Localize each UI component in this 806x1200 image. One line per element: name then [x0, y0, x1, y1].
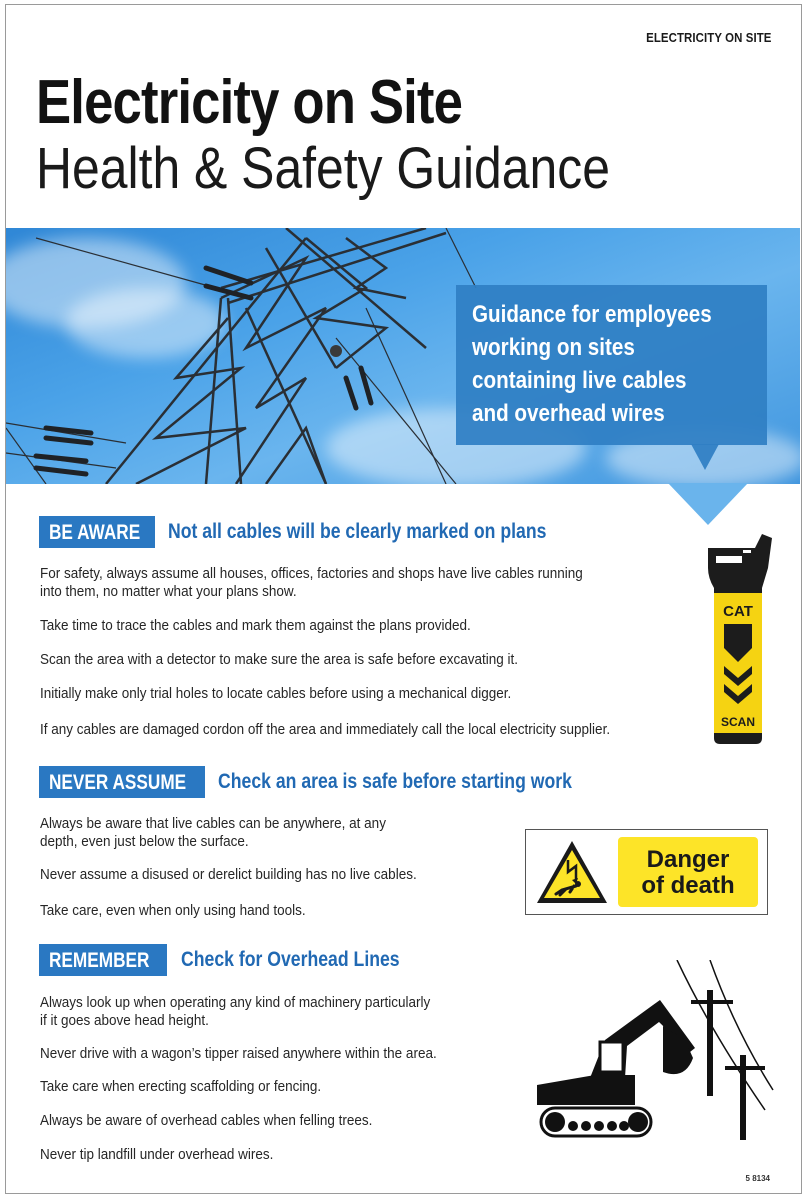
heading-be-aware: Not all cables will be clearly marked on plans	[168, 520, 547, 543]
hero-notch	[668, 483, 748, 525]
paragraph: Always be aware that live cables can be anywhere, at any depth, even just below the surface.	[40, 815, 386, 850]
electric-shock-warning-icon	[534, 838, 610, 906]
paragraph: Never drive with a wagon’s tipper raised anywhere within the area.	[40, 1045, 437, 1062]
cat-scanner-icon	[700, 528, 775, 748]
cat-label: CAT	[723, 603, 753, 620]
heading-never-assume: Check an area is safe before starting work	[218, 770, 572, 793]
paragraph: Never assume a disused or derelict building has no live cables.	[40, 866, 417, 883]
paragraph: Always be aware of overhead cables when felling trees.	[40, 1112, 373, 1129]
paragraph: Take care, even when only using hand tools.	[40, 902, 306, 919]
heading-remember: Check for Overhead Lines	[181, 948, 400, 971]
paragraph: Take care when erecting scaffolding or fencing.	[40, 1078, 322, 1095]
danger-of-death-sign	[525, 829, 768, 915]
callout-line: working on sites	[472, 334, 635, 361]
danger-line: of death	[641, 872, 735, 899]
callout-line: and overhead wires	[472, 400, 665, 427]
paragraph: Initially make only trial holes to locate cables before using a mechanical digger.	[40, 685, 512, 702]
callout-tail	[691, 444, 719, 470]
callout-text	[472, 298, 730, 430]
page-title: Electricity on Site	[36, 68, 463, 137]
danger-label-box	[618, 837, 758, 907]
top-label: ELECTRICITY ON SITE	[646, 30, 772, 45]
callout-line: Guidance for employees	[472, 301, 712, 328]
scan-label: SCAN	[720, 715, 756, 729]
paragraph: Always look up when operating any kind of machinery particularly if it goes above head height.	[40, 994, 431, 1029]
paragraph: Scan the area with a detector to make sure the area is safe before excavating it.	[40, 651, 519, 668]
page-subtitle: Health & Safety Guidance	[36, 136, 610, 201]
callout-line: containing live cables	[472, 367, 687, 394]
paragraph: If any cables are damaged cordon off the area and immediately call the local electricity supplier.	[40, 721, 611, 738]
excavator-power-lines-icon	[535, 960, 775, 1140]
tag-remember: REMEMBER	[39, 944, 167, 976]
paragraph: Take time to trace the cables and mark them against the plans provided.	[40, 617, 471, 634]
product-code: 5 8134	[745, 1174, 770, 1183]
tag-be-aware: BE AWARE	[39, 516, 155, 548]
paragraph: For safety, always assume all houses, offices, factories and shops have live cables running into them, no matter what your plans show.	[40, 565, 583, 600]
danger-line: Danger	[646, 846, 730, 873]
paragraph: Never tip landfill under overhead wires.	[40, 1146, 274, 1163]
tag-never-assume: NEVER ASSUME	[39, 766, 205, 798]
